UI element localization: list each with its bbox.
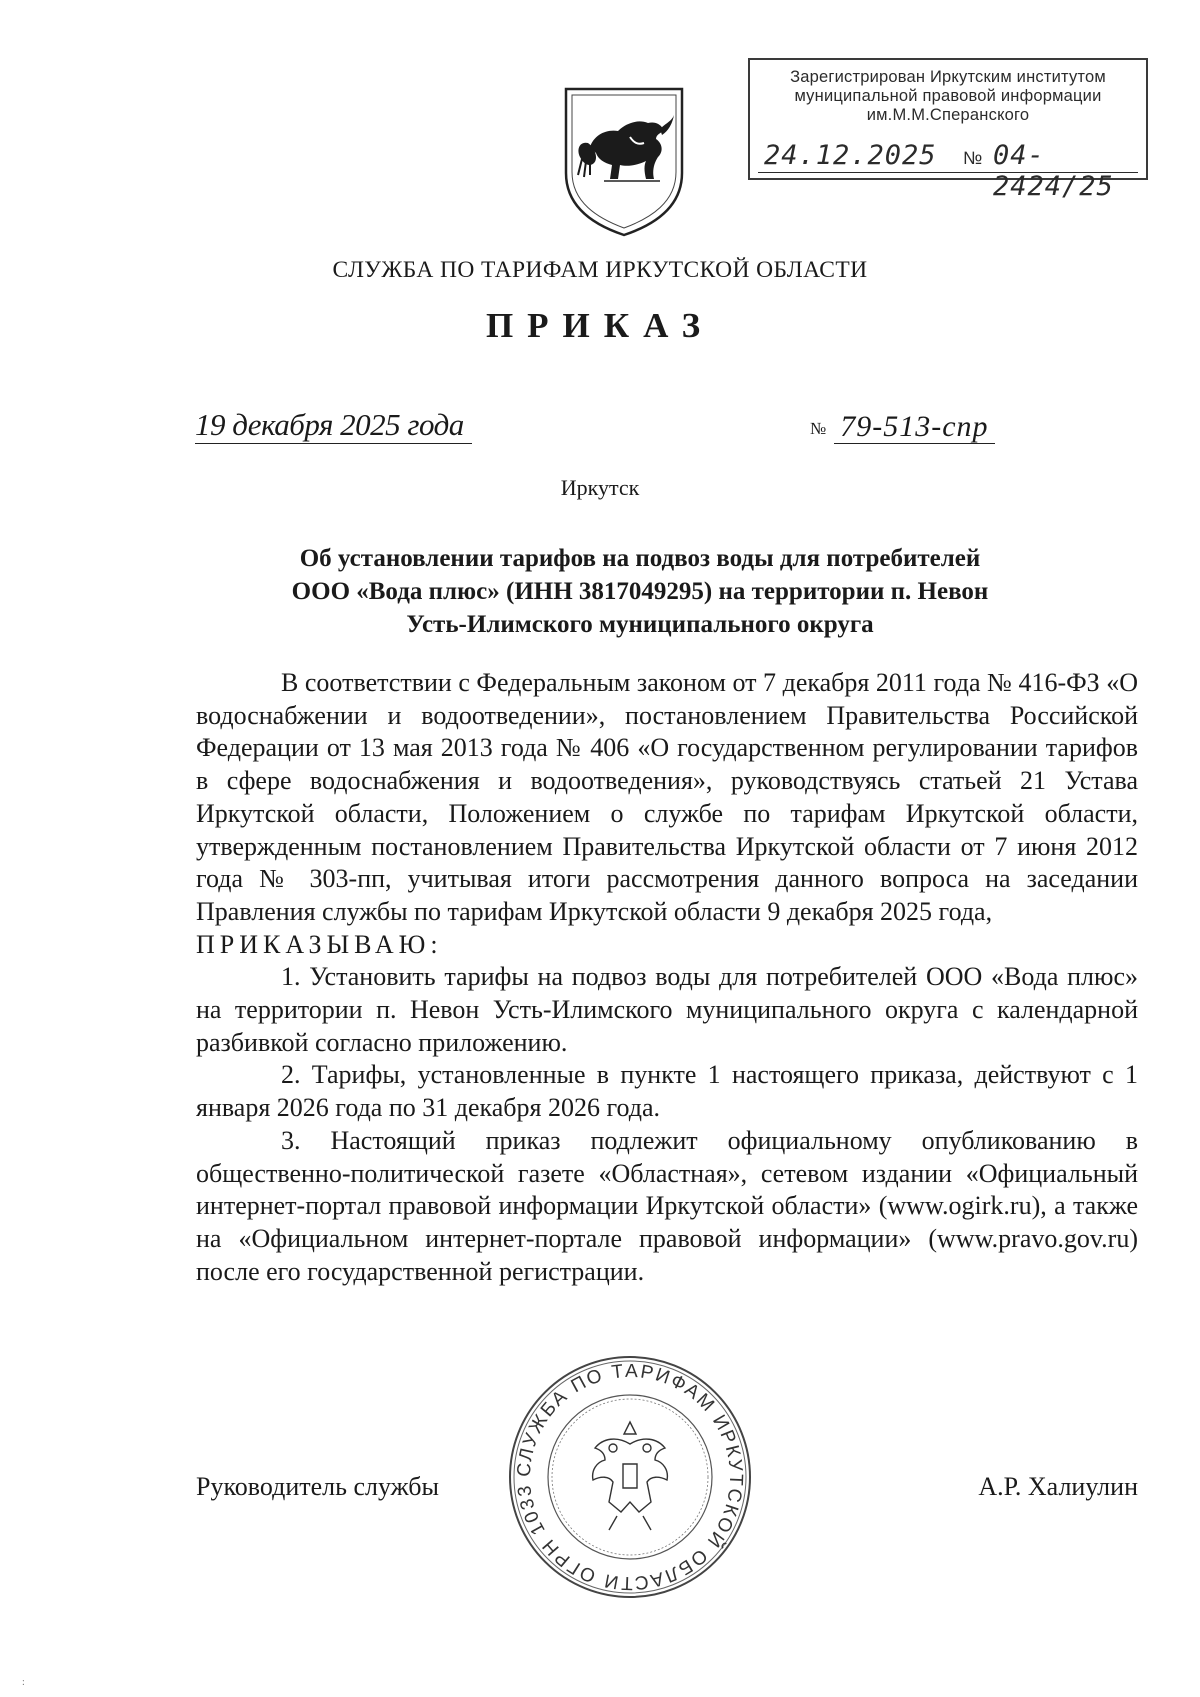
document-title: ПРИКАЗ [485, 306, 715, 345]
order-item-3: 3. Настоящий приказ подлежит официальному опубликованию в общественно-политической газете «Областная», сетевом издании «Официальный интернет-портал правовой информации Иркутской области» (www.ogirk.ru), а также на «Официальном интернет-портале правовой информации» (www.pravo.gov.ru) после его государственной регистрации. [196, 1125, 1138, 1286]
registration-handwritten-row [758, 138, 1138, 202]
seal-text: СЛУЖБА ПО ТАРИФАМ ИРКУТСКОЙ ОБЛАСТИ ОГРН 1033 [513, 1360, 747, 1594]
order-subject [200, 542, 1080, 641]
registration-stamp-line2: муниципальной правовой информации [794, 87, 1102, 105]
registration-stamp-line1: Зарегистрирован Иркутским институтом [790, 68, 1106, 86]
organization-name: СЛУЖБА ПО ТАРИФАМ ИРКУТСКОЙ ОБЛАСТИ [332, 257, 868, 283]
registration-number-label: № [963, 148, 983, 168]
order-item-2: 2. Тарифы, установленные в пункте 1 настоящего приказа, действуют с 1 января 2026 года по 31 декабря 2026 года. [196, 1060, 1138, 1123]
official-seal [505, 1352, 755, 1602]
signatory-name: А.Р. Халиулин [978, 1472, 1138, 1501]
order-item-1: 1. Установить тарифы на подвоз воды для потребителей ООО «Вода плюс» на территории п. Невон Усть-Илимского муниципального округа с календарной разбивкой согласно приложению. [196, 962, 1138, 1057]
registration-stamp-line3: им.М.М.Сперанского [866, 106, 1030, 124]
page-mark: : [22, 1677, 25, 1688]
signatory-position: Руководитель службы [196, 1472, 439, 1501]
order-number-label: № [810, 419, 827, 438]
registration-number: 04-2424/25 [993, 140, 1114, 202]
order-number: 79-513-спр [834, 410, 994, 444]
subject-line3: Усть-Илимского муниципального округа [406, 611, 874, 638]
order-number-block [810, 410, 995, 444]
order-date: 19 декабря 2025 года [195, 407, 472, 444]
double-headed-eagle-icon [593, 1422, 668, 1530]
order-body [196, 667, 1138, 1288]
order-word: ПРИКАЗЫВАЮ: [196, 929, 443, 959]
subject-line2: ООО «Вода плюс» (ИНН 3817049295) на территории п. Невон [291, 578, 989, 605]
subject-line1: Об установлении тарифов на подвоз воды для потребителей [299, 545, 981, 572]
coat-of-arms-icon [560, 85, 688, 237]
preamble: В соответствии с Федеральным законом от 7 декабря 2011 года № 416-ФЗ «О водоснабжении и водоотведении», постановлением Правительства Российской Федерации от 13 мая 2013 года № 406 «О государственном регулировании тарифов в сфере водоснабжения и водоотведения», руководствуясь статьей 21 Устава Иркутской области, Положением о службе по тарифам Иркутской области, утвержденным постановлением Правительства Иркутской области от 7 июня 2012 года № 303-пп, учитывая итоги рассмотрения данного вопроса на заседании Правления службы по тарифам Иркутской области 9 декабря 2025 года, [196, 668, 1138, 926]
registration-stamp [748, 58, 1148, 202]
city: Иркутск [560, 475, 640, 500]
registration-date: 24.12.2025 [764, 140, 937, 171]
